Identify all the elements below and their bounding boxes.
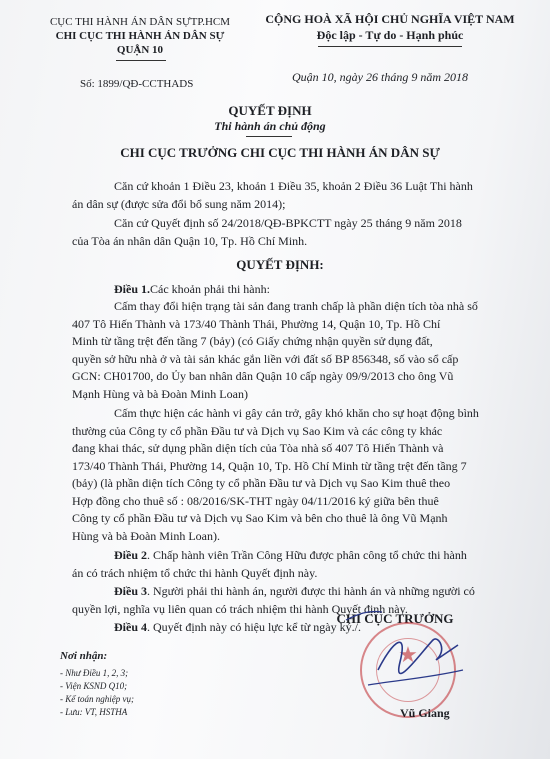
handwritten-signature-icon <box>338 600 478 710</box>
document-number: Số: 1899/QĐ-CCTHADS <box>80 78 194 90</box>
recipient-item: - Lưu: VT, HSTHA <box>60 707 128 717</box>
article-1-para-2 <box>72 405 534 545</box>
article-3-line: quyền lợi, nghĩa vụ liên quan có trách nhiệm thi hành Quyết định này. <box>72 601 408 616</box>
article-2-label: Điều 2 <box>114 548 147 562</box>
decision-title: QUYẾT ĐỊNH <box>228 103 312 118</box>
basis-law-line-2: án dân sự (được sửa đổi bổ sung năm 2014); <box>72 196 286 211</box>
place-date: Quận 10, ngày 26 tháng 9 năm 2018 <box>292 70 468 84</box>
article-2 <box>72 547 534 582</box>
signer-role: CHI CỤC TRƯỞNG <box>336 611 454 626</box>
recipient-item: - Viện KSND Q10; <box>60 681 128 691</box>
a1p1-line: quyền sở hữu nhà ở và tài sản khác gắn liền với đất số BP 856348, số vào sổ cấp <box>72 351 459 366</box>
recipients-heading: Nơi nhận: <box>60 650 108 662</box>
a1p1-line: GCN: CH01700, do Ủy ban nhân dân Quận 10 cấp ngày 09/9/2013 cho ông Vũ <box>72 369 454 383</box>
article-2-line: án có trách nhiệm tổ chức thi hành Quyết định này. <box>72 565 318 580</box>
article-3-line: . Người phải thi hành án, người được thi hành án và những người có <box>147 584 475 598</box>
a1p2-line: 173/40 Thành Thái, Phường 14, Quận 10, Tp. Hồ Chí Minh từ tầng trệt đến tầng 7 <box>72 458 467 473</box>
basis-court <box>72 215 534 250</box>
basis-law <box>72 178 534 213</box>
title-rule <box>246 136 292 137</box>
issuer-title: CHI CỤC TRƯỞNG CHI CỤC THI HÀNH ÁN DÂN SỰ <box>120 145 440 160</box>
article-4-text: . Quyết định này có hiệu lực kể từ ngày ký./. <box>147 620 361 634</box>
basis-court-line-2: của Tòa án nhân dân Quận 10, Tp. Hồ Chí Minh. <box>72 233 308 248</box>
article-1 <box>72 281 534 299</box>
district-name: QUẬN 10 <box>116 44 164 56</box>
a1p1-line: Minh từ tầng trệt đến tầng 7 (bảy) (có Giấy chứng nhận quyền sử dụng đất, <box>72 334 433 348</box>
header-left-rule <box>116 60 166 61</box>
article-1-text: Các khoản phải thi hành: <box>150 282 270 296</box>
a1p2-line: thường của Công ty cổ phần Đầu tư và Dịch vụ Sao Kim và các công ty khác <box>72 423 443 438</box>
a1p1-line: Cấm thay đổi hiện trạng tài sản đang tranh chấp là phần diện tích tòa nhà số <box>114 299 478 313</box>
article-1-para-1 <box>72 298 534 403</box>
article-2-line: . Chấp hành viên Trần Công Hữu được phân công tổ chức thi hành <box>147 548 467 562</box>
office-name: CHI CỤC THI HÀNH ÁN DÂN SỰ <box>55 30 225 42</box>
signer-name: Vũ Giang <box>400 706 450 720</box>
a1p2-line: Cấm thực hiện các hành vi gây cản trở, gây khó khăn cho sự hoạt động bình <box>114 406 479 420</box>
official-seal-icon: ★ <box>360 622 456 718</box>
a1p2-line: Hợp đồng cho thuê số : 08/2016/SK-THT ngày 04/11/2016 ký giữa bên thuê <box>72 493 439 508</box>
a1p2-line: Hùng và bà Đoàn Minh Loan). <box>72 528 220 543</box>
article-3-label: Điều 3 <box>114 584 147 598</box>
a1p2-line: Công ty cổ phần Đầu tư và Dịch vụ Sao Kim và bên cho thuê là ông Vũ Mạnh <box>72 511 448 525</box>
decision-heading: QUYẾT ĐỊNH: <box>236 257 324 272</box>
a1p2-line: đang khai thác, sử dụng phần diện tích của Tòa nhà số 407 Tô Hiến Thành và <box>72 441 444 455</box>
header-right-rule <box>318 46 462 47</box>
a1p2-line: (bảy) (là phần diện tích Công ty cổ phần Đầu tư và Dịch vụ Sao Kim thuê theo <box>72 476 451 490</box>
a1p1-line: Mạnh Hùng và bà Đoàn Minh Loan) <box>72 386 248 401</box>
nation-name: CỘNG HOÀ XÃ HỘI CHỦ NGHĨA VIỆT NAM <box>265 12 515 26</box>
national-motto: Độc lập - Tự do - Hạnh phúc <box>316 28 464 42</box>
agency-name: CỤC THI HÀNH ÁN DÂN SỰTP.HCM <box>49 16 231 28</box>
basis-law-line-1: Căn cứ khoản 1 Điều 23, khoản 1 Điều 35, khoản 2 Điều 36 Luật Thi hành <box>114 179 473 193</box>
article-4-label: Điều 4 <box>114 620 147 634</box>
decision-subtitle: Thi hành án chủ động <box>214 119 326 133</box>
a1p1-line: 407 Tô Hiến Thành và 173/40 Thành Thái, Phường 14, Quận 10, Tp. Hồ Chí <box>72 316 441 331</box>
recipient-item: - Kế toán nghiệp vụ; <box>60 694 134 704</box>
article-1-label: Điều 1. <box>114 282 150 296</box>
recipient-item: - Như Điều 1, 2, 3; <box>60 668 129 678</box>
basis-court-line-1: Căn cứ Quyết định số 24/2018/QĐ-BPKCTT ngày 25 tháng 9 năm 2018 <box>114 216 462 230</box>
